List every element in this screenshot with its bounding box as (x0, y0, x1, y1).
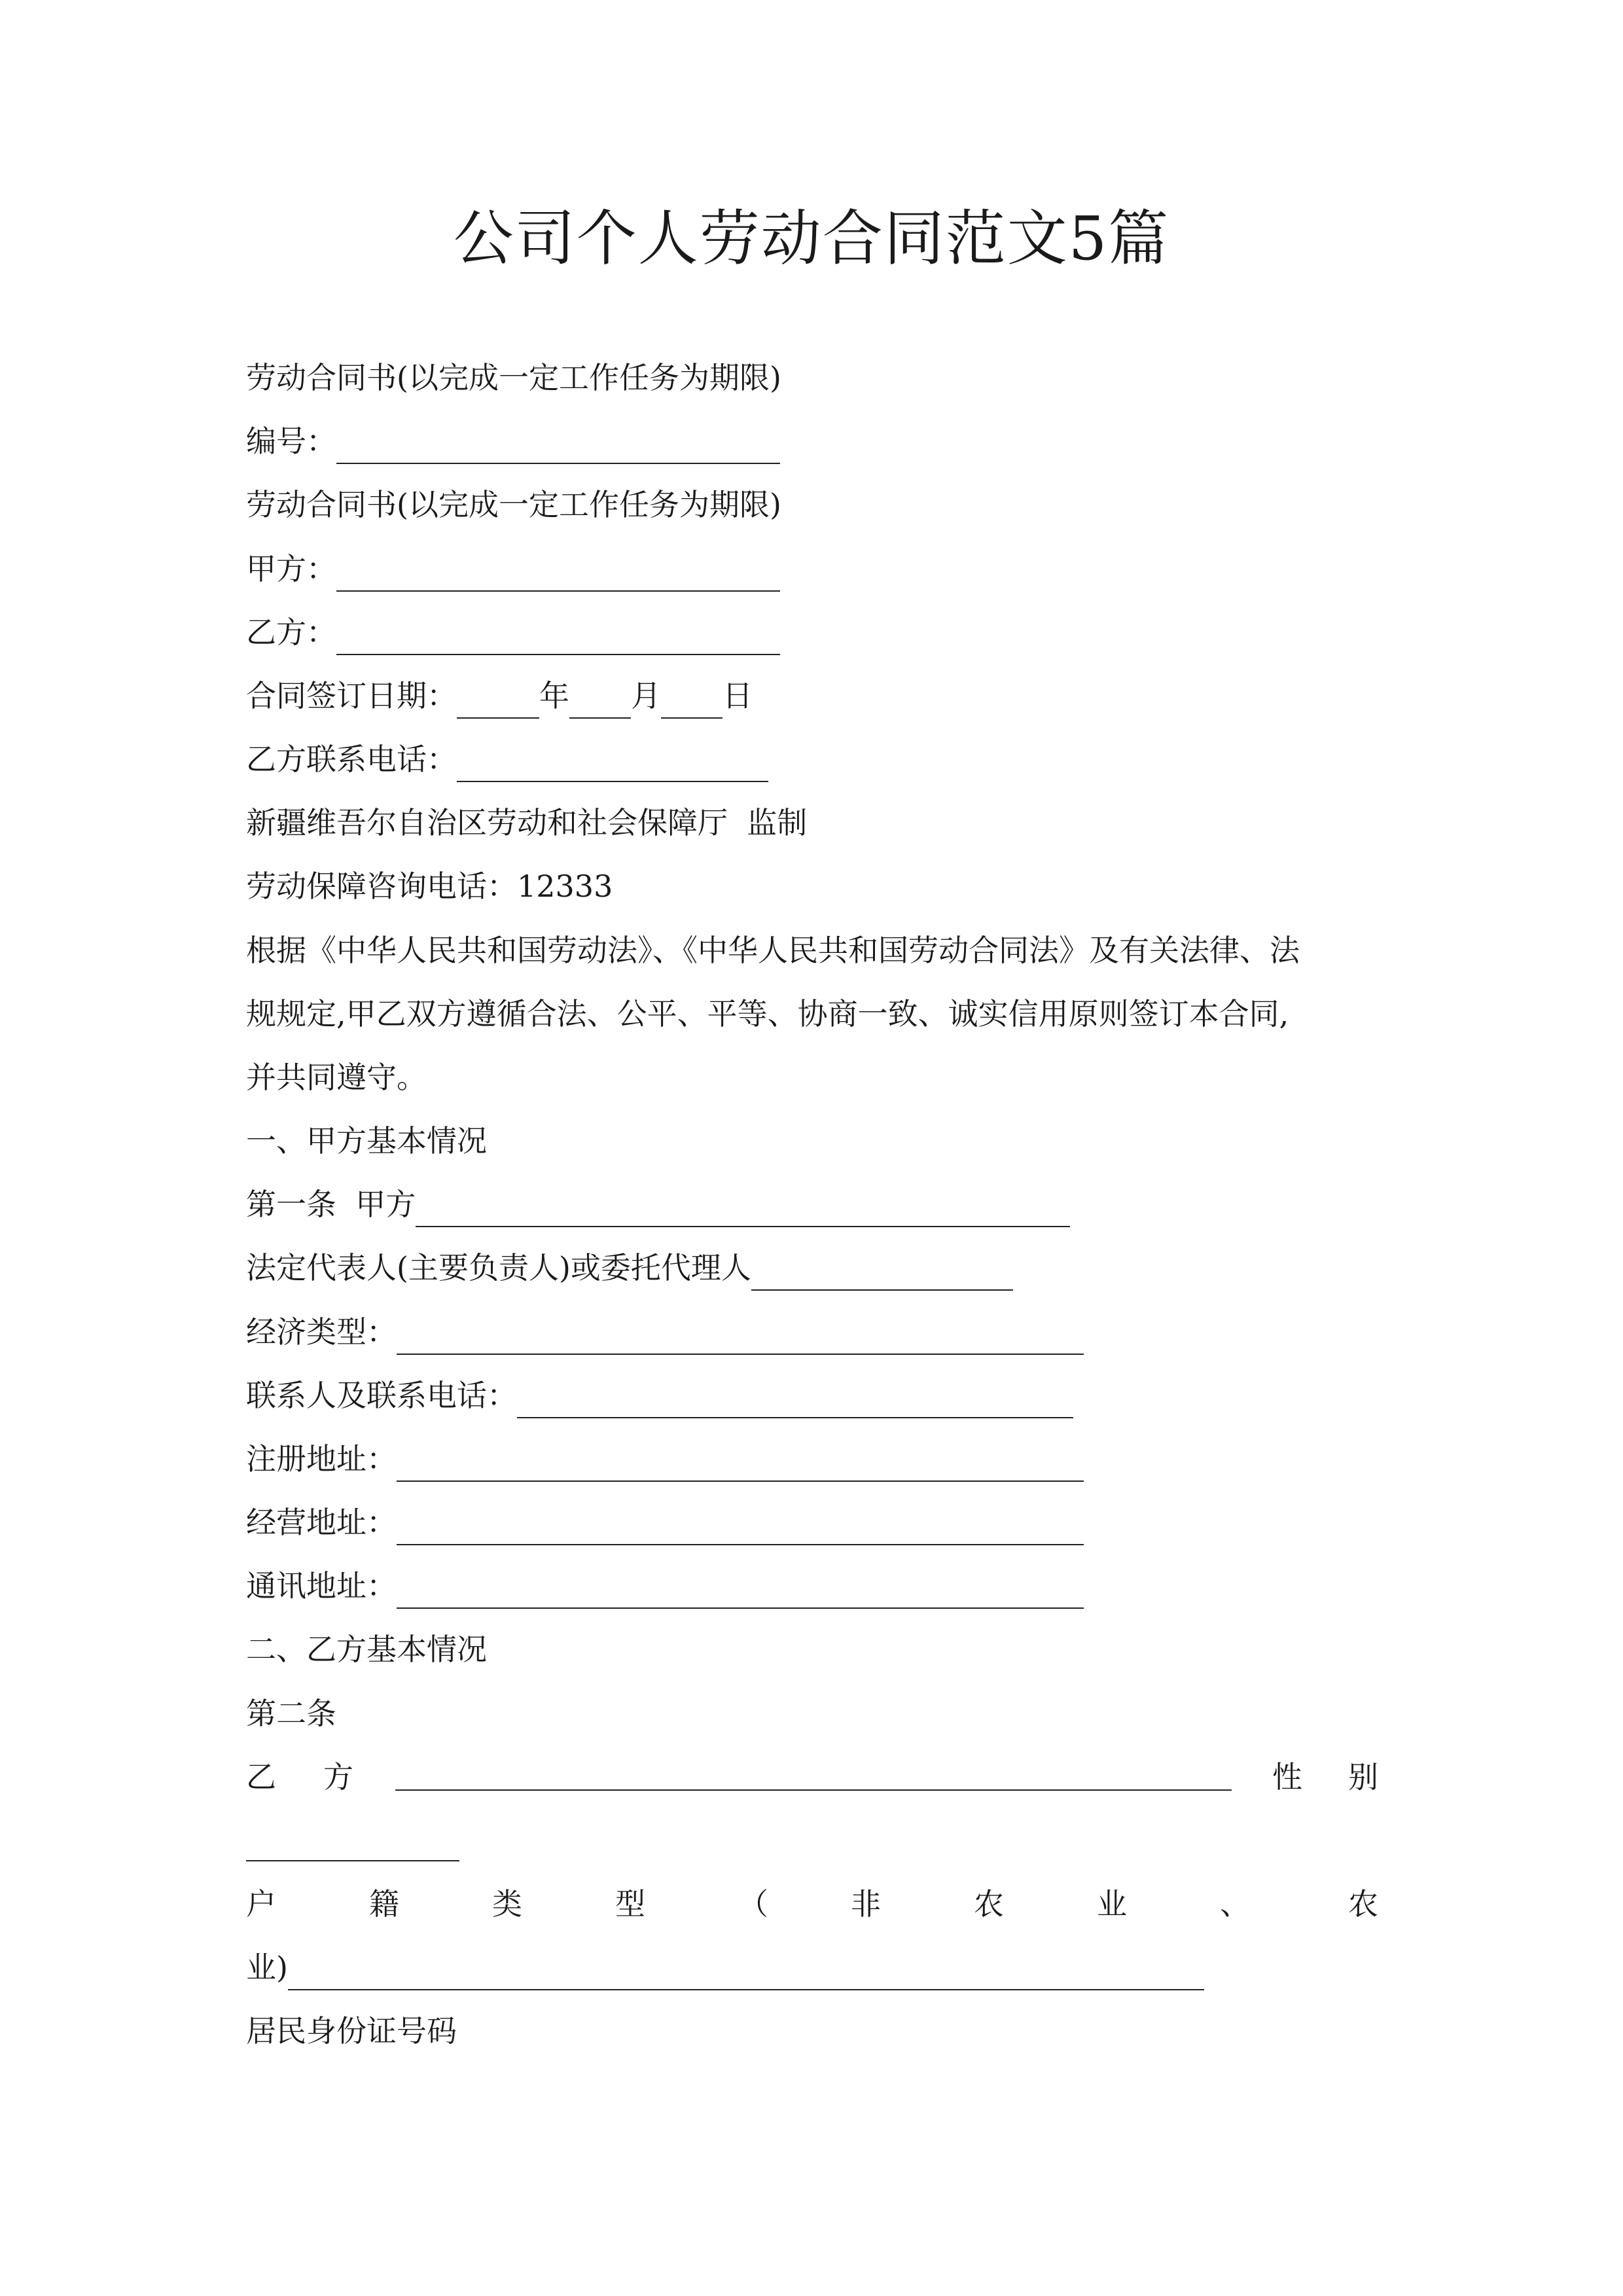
party-b-phone-label: 乙方联系电话： (246, 742, 457, 777)
household-type-blank[interactable] (288, 1955, 1204, 1990)
day-label: 日 (722, 678, 753, 713)
mail-address-row (246, 1563, 1084, 1609)
sign-month-blank[interactable] (569, 683, 631, 719)
party-b-row (246, 609, 780, 655)
contract-number-row (246, 418, 780, 464)
gender-char-2: 别 (1348, 1759, 1378, 1795)
household-cont-row (246, 1945, 1204, 1990)
legal-rep-label: 法定代表人(主要负责人)或委托代理人 (246, 1250, 751, 1285)
supervisor-row (246, 800, 807, 846)
id-number-label: 居民身份证号码 (246, 2013, 457, 2049)
sign-date-label: 合同签订日期： (246, 678, 457, 713)
legal-rep-blank[interactable] (751, 1255, 1013, 1291)
gender-char-1: 性 (1272, 1759, 1302, 1795)
party-b-blank[interactable] (336, 620, 780, 655)
economic-type-blank[interactable] (397, 1319, 1084, 1355)
article-1-label: 第一条 甲方 (246, 1187, 416, 1222)
party-a-blank[interactable] (336, 556, 780, 592)
article-2-row (246, 1691, 336, 1736)
section-1-heading (246, 1118, 487, 1164)
preamble-line-1-text: 根据《中华人民共和国劳动法》、《中华人民共和国劳动合同法》及有关法律、法 (246, 933, 1300, 968)
contact-row (246, 1372, 1073, 1418)
contract-heading-1 (246, 355, 781, 401)
gender-blank[interactable] (246, 1821, 459, 1861)
party-b-phone-blank[interactable] (457, 747, 768, 782)
biz-address-row (246, 1499, 1084, 1545)
contract-heading-1-text: 劳动合同书(以完成一定工作任务为期限) (246, 360, 781, 395)
household-char-10: 农 (1348, 1886, 1378, 1922)
hotline-row (246, 863, 613, 909)
mail-address-label: 通讯地址： (246, 1568, 397, 1604)
section-1-heading-text: 一、甲方基本情况 (246, 1123, 487, 1158)
party-a-row (246, 546, 780, 592)
party-b-phone-row (246, 736, 768, 782)
household-type-row (246, 1881, 1378, 1927)
household-char-7: 农 (974, 1886, 1004, 1922)
party-b-gender-row (246, 1754, 1378, 1800)
party-b-label: 乙方： (246, 615, 336, 650)
contract-number-label: 编号： (246, 423, 336, 459)
sign-year-blank[interactable] (457, 683, 539, 719)
household-char-4: 型 (615, 1886, 645, 1922)
preamble-line-1 (246, 927, 1300, 973)
hotline-text: 劳动保障咨询电话：12333 (246, 869, 613, 904)
household-char-8: 业 (1097, 1886, 1127, 1922)
party-b-char-1: 乙 (246, 1759, 276, 1795)
contract-number-blank[interactable] (336, 429, 780, 464)
supervisor-text: 新疆维吾尔自治区劳动和社会保障厅 监制 (246, 805, 808, 840)
contract-heading-2-text: 劳动合同书(以完成一定工作任务为期限) (246, 487, 781, 522)
economic-type-label: 经济类型： (246, 1314, 397, 1350)
economic-type-row (246, 1309, 1084, 1355)
article-1-party-a-blank[interactable] (416, 1192, 1070, 1227)
preamble-line-3 (246, 1054, 427, 1100)
preamble-line-2-text: 规规定,甲乙双方遵循合法、公平、平等、协商一致、诚实信用原则签订本合同, (246, 996, 1289, 1031)
household-char-6: 非 (851, 1886, 881, 1922)
mail-address-blank[interactable] (397, 1573, 1084, 1609)
biz-address-label: 经营地址： (246, 1505, 397, 1540)
sign-day-blank[interactable] (661, 683, 722, 719)
preamble-line-2 (246, 991, 1289, 1037)
month-label: 月 (631, 678, 661, 713)
reg-address-blank[interactable] (397, 1446, 1084, 1482)
section-2-heading-text: 二、乙方基本情况 (246, 1632, 487, 1667)
id-number-row (246, 2008, 457, 2054)
household-char-5: （ (738, 1886, 768, 1922)
household-char-2: 籍 (369, 1886, 399, 1922)
contract-heading-2 (246, 482, 781, 528)
section-2-heading (246, 1626, 487, 1672)
article-2-label: 第二条 (246, 1696, 336, 1731)
party-b-char-2: 方 (323, 1759, 353, 1795)
preamble-line-3-text: 并共同遵守。 (246, 1060, 427, 1095)
party-a-label: 甲方： (246, 551, 336, 586)
party-b-name-blank[interactable] (395, 1755, 1232, 1791)
legal-rep-row (246, 1245, 1013, 1291)
household-cont-label: 业) (246, 1950, 288, 1985)
household-char-1: 户 (246, 1886, 276, 1922)
contact-label: 联系人及联系电话： (246, 1378, 517, 1413)
document-title: 公司个人劳动合同范文5篇 (453, 204, 1170, 274)
article-1-row (246, 1181, 1070, 1227)
year-label: 年 (539, 678, 569, 713)
household-char-9: 、 (1220, 1886, 1250, 1922)
contact-blank[interactable] (517, 1383, 1073, 1418)
biz-address-blank[interactable] (397, 1510, 1084, 1545)
reg-address-row (246, 1436, 1084, 1482)
sign-date-row (246, 673, 753, 719)
reg-address-label: 注册地址： (246, 1441, 397, 1477)
household-char-3: 类 (492, 1886, 522, 1922)
